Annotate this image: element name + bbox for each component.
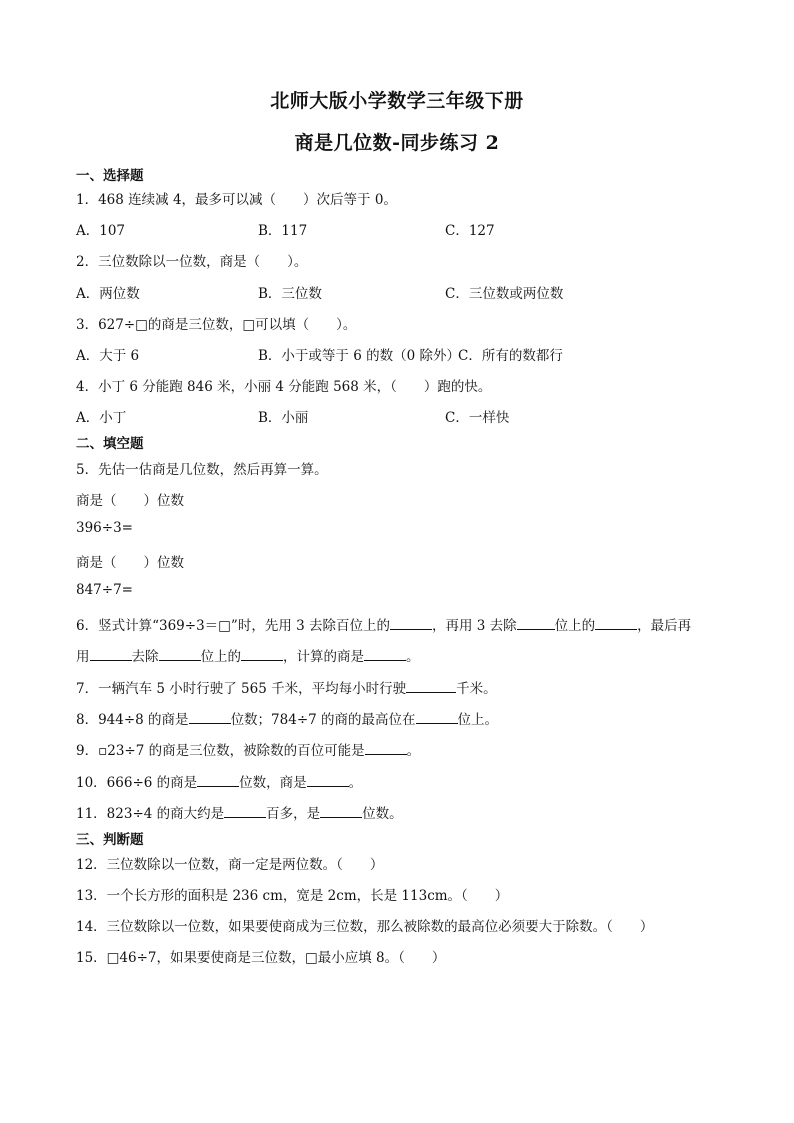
answer-blank[interactable] (307, 774, 349, 787)
answer-blank[interactable] (406, 680, 456, 693)
answer-blank[interactable] (90, 648, 132, 661)
q3-option-a: A．大于 6 (76, 348, 140, 364)
section-heading-judge: 三、判断题 (76, 832, 144, 848)
answer-blank[interactable] (365, 742, 407, 755)
answer-blank[interactable] (390, 617, 432, 630)
question-6-line-2: 用 去除 位上的 ，计算的商是 。 (76, 649, 420, 665)
answer-blank[interactable] (320, 805, 362, 818)
question-11: 11．823÷4 的商大约是 百多，是 位数。 (76, 806, 403, 822)
q5-line-1: 商是（ ）位数 (76, 493, 184, 509)
q3-option-b: B．小于或等于 6 的数（0 除外） (258, 348, 460, 364)
answer-blank[interactable] (364, 648, 406, 661)
q1-option-a: A．107 (76, 223, 126, 239)
question-14: 14．三位数除以一位数，如果要使商成为三位数，那么被除数的最高位必须要大于除数。（ ） (76, 919, 654, 935)
question-13: 13．一个长方形的面积是 236 cm，宽是 2cm，长是 113cm。（ ） (76, 888, 509, 904)
answer-blank[interactable] (189, 711, 231, 724)
q2-option-b: B．三位数 (258, 286, 322, 302)
question-9: 9．▫23÷7 的商是三位数，被除数的百位可能是 。 (76, 743, 421, 759)
page-subtitle: 商是几位数-同步练习 2 (294, 132, 500, 154)
question-8: 8．944÷8 的商是 位数；784÷7 的商的最高位在 位上。 (76, 712, 499, 728)
q4-option-b: B．小丽 (258, 410, 309, 426)
answer-blank[interactable] (595, 617, 637, 630)
q4-option-c: C．一样快 (445, 410, 510, 426)
question-3: 3．627÷□的商是三位数，□可以填（ ）。 (76, 317, 357, 333)
question-5: 5．先估一估商是几位数，然后再算一算。 (76, 462, 328, 478)
q2-option-a: A．两位数 (76, 286, 140, 302)
q1-option-b: B．117 (258, 223, 308, 239)
answer-blank[interactable] (517, 617, 555, 630)
section-heading-fill: 二、填空题 (76, 436, 144, 452)
q3-option-c: C．所有的数都行 (458, 348, 563, 364)
answer-blank[interactable] (159, 648, 201, 661)
answer-blank[interactable] (416, 711, 458, 724)
question-12: 12．三位数除以一位数，商一定是两位数。（ ） (76, 857, 384, 873)
q5-line-2: 396÷3= (76, 520, 133, 536)
answer-blank[interactable] (224, 805, 266, 818)
question-7: 7．一辆汽车 5 小时行驶了 565 千米，平均每小时行驶 千米。 (76, 681, 497, 697)
question-1: 1．468 连续减 4，最多可以减（ ）次后等于 0。 (76, 192, 397, 208)
page-title: 北师大版小学数学三年级下册 (270, 90, 524, 112)
answer-blank[interactable] (197, 774, 239, 787)
question-15: 15．□46÷7，如果要使商是三位数，□最小应填 8。（ ） (76, 950, 446, 966)
question-6-line-1: 6．竖式计算“369÷3＝□”时，先用 3 去除百位上的 ，再用 3 去除 位上的 ，最后再 (76, 618, 692, 634)
question-4: 4．小丁 6 分能跑 846 米，小丽 4 分能跑 568 米，（ ）跑的快。 (76, 379, 492, 395)
q5-line-4: 847÷7= (76, 582, 133, 598)
answer-blank[interactable] (241, 648, 283, 661)
question-2: 2．三位数除以一位数，商是（ ）。 (76, 254, 308, 270)
question-10: 10．666÷6 的商是 位数，商是 。 (76, 775, 363, 791)
q5-line-3: 商是（ ）位数 (76, 555, 184, 571)
q1-option-c: C．127 (445, 223, 495, 239)
section-heading-choice: 一、选择题 (76, 168, 144, 184)
q2-option-c: C．三位数或两位数 (445, 286, 564, 302)
q4-option-a: A．小丁 (76, 410, 127, 426)
